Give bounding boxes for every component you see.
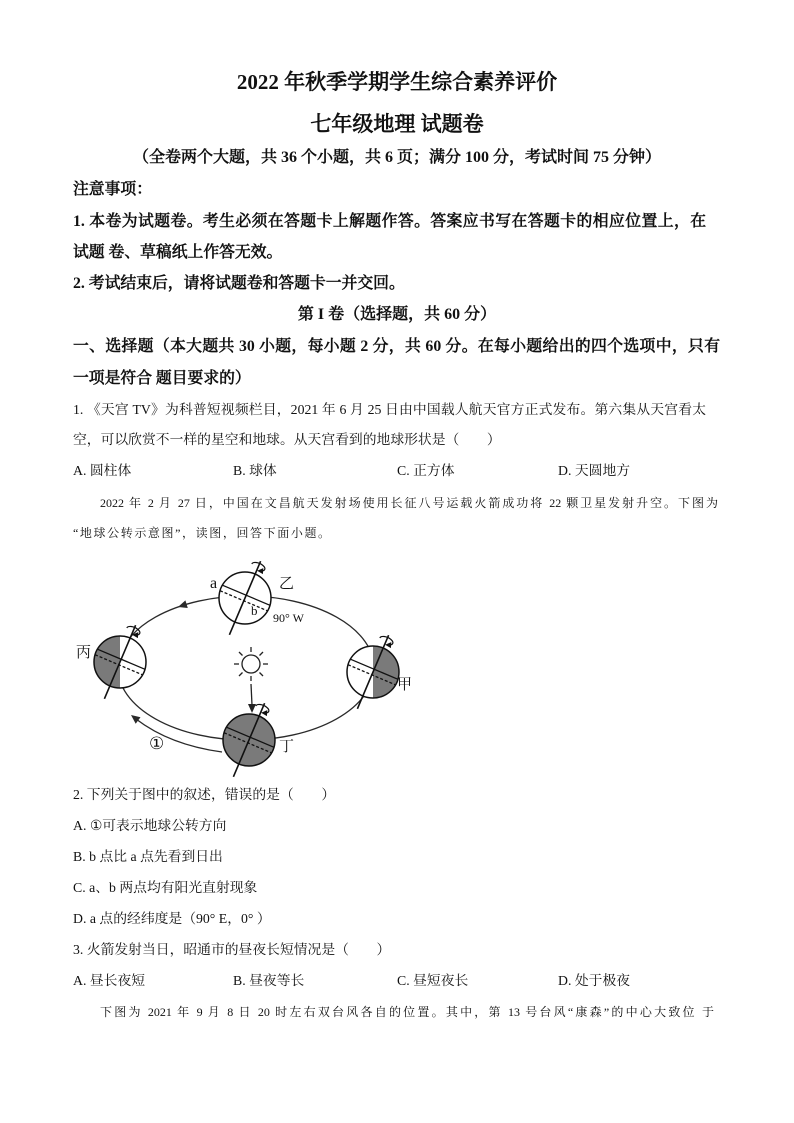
sun-ray <box>239 652 243 656</box>
exam-info: （全卷两个大题，共 36 个小题，共 6 页；满分 100 分，考试时间 75 分钟） <box>132 149 661 166</box>
q2-option-d: D. a 点的经纬度是（90° E，0° ） <box>73 911 271 926</box>
q1-option-a: A. 圆柱体 <box>73 463 132 478</box>
part-heading: 第 I 卷（选择题，共 60 分） <box>297 306 497 323</box>
doc-subtitle: 七年级地理 试题卷 <box>310 112 484 136</box>
label-ding: 丁 <box>279 739 295 755</box>
night-side-shading <box>94 636 120 688</box>
q1-option-c: C. 正方体 <box>397 463 455 478</box>
q1-stem-line-1: 1. 《天宫 TV》为科普短视频栏目，2021 年 6 月 25 日由中国载人航天官方正式发布。第六集从天宫看太 <box>73 402 706 417</box>
section-heading-line-1: 一、选择题（本大题共 30 小题，每小题 2 分，共 60 分。在每小题给出的四个选项中，只有 <box>73 338 720 355</box>
label-arrow-1: ① <box>149 734 165 753</box>
notes-line-3: 2. 考试结束后，请将试题卷和答题卡一并交回。 <box>73 275 405 292</box>
q3-option-c: C. 昼短夜长 <box>397 973 469 988</box>
sun-ray <box>260 673 264 677</box>
label-point-b: b <box>251 603 258 618</box>
sunlight-arrow-line <box>251 684 252 705</box>
label-point-a: a <box>210 575 218 592</box>
q1-stem-line-2: 空，可以欣赏不一样的星空和地球。从天宫看到的地球形状是（ ） <box>73 432 501 447</box>
earth-revolution-figure <box>60 545 440 785</box>
sun-ray <box>239 673 243 677</box>
q2-option-c: C. a、b 两点均有阳光直射现象 <box>73 880 258 895</box>
q3-stem: 3. 火箭发射当日，昭通市的昼夜长短情况是（ ） <box>73 942 391 957</box>
passage1-line-1: 2022 年 2 月 27 日，中国在文昌航天发射场使用长征八号运载火箭成功将 22 颗卫星发射升空。下图为 <box>100 496 718 510</box>
sun-ray <box>260 652 264 656</box>
notes-line-2: 试题 卷、草稿纸上作答无效。 <box>73 244 283 261</box>
q3-option-b: B. 昼夜等长 <box>233 973 305 988</box>
passage1-line-2: “地球公转示意图”，读图，回答下面小题。 <box>73 526 332 540</box>
globe-yi <box>219 561 271 635</box>
globe-ding <box>223 703 275 777</box>
q2-option-b: B. b 点比 a 点先看到日出 <box>73 849 223 864</box>
arrow-1-head <box>131 715 141 724</box>
orbit-direction-arrowhead <box>178 600 188 608</box>
q2-stem: 2. 下列关于图中的叙述，错误的是（ ） <box>73 787 336 802</box>
q2-option-a: A. ①可表示地球公转方向 <box>73 818 227 833</box>
globe-jia <box>347 635 399 709</box>
label-yi: 乙 <box>279 576 295 592</box>
sun-disc <box>242 655 260 673</box>
doc-title: 2022 年秋季学期学生综合素养评价 <box>236 70 558 94</box>
passage2-line-1: 下图为 2021 年 9 月 8 日 20 时左右双台风各自的位置。其中，第 13 号台风“康森”的中心大致位 于 <box>100 1005 714 1019</box>
q3-option-a: A. 昼长夜短 <box>73 973 146 988</box>
label-jia: 甲 <box>397 677 413 693</box>
q3-option-d: D. 处于极夜 <box>558 973 631 988</box>
label-longitude: 90° W <box>273 611 304 625</box>
night-side-shading <box>373 646 399 698</box>
notes-heading: 注意事项： <box>73 181 152 198</box>
globe-bing <box>94 625 146 699</box>
q1-option-d: D. 天圆地方 <box>558 463 631 478</box>
sunlight-arrow-head <box>248 704 256 713</box>
section-heading-line-2: 一项是符合 题目要求的） <box>73 370 251 387</box>
notes-line-1: 1. 本卷为试题卷。考生必须在答题卡上解题作答。答案应书写在答题卡的相应位置上，在 <box>73 213 706 230</box>
label-bing: 丙 <box>76 645 92 661</box>
sun-icon <box>234 647 268 681</box>
q1-option-b: B. 球体 <box>233 463 277 478</box>
